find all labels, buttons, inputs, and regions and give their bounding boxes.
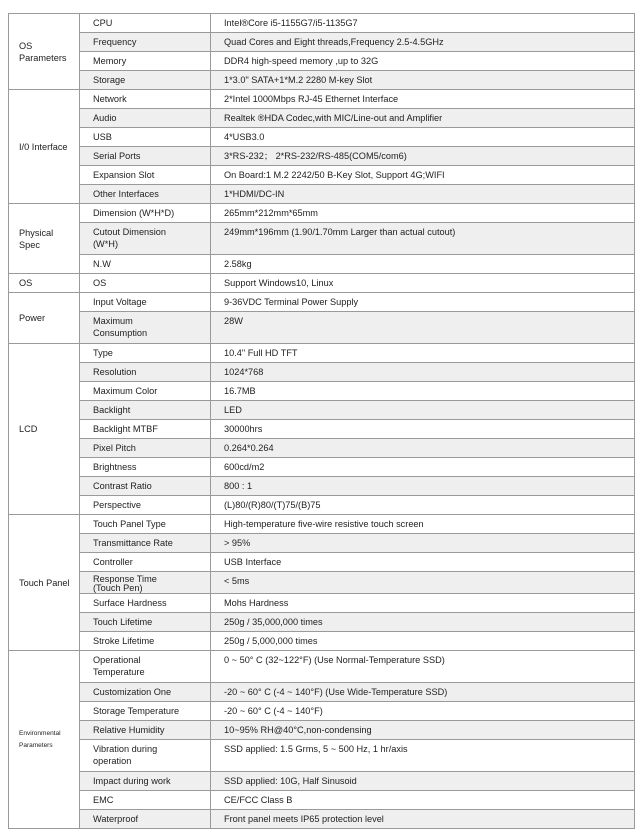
param-label: Temperature bbox=[93, 667, 145, 677]
param-cell bbox=[80, 651, 211, 683]
category-label: Physical bbox=[19, 227, 54, 238]
value-cell: -20 ~ 60° C (-4 ~ 140°F) bbox=[211, 702, 635, 721]
value-cell: -20 ~ 60° C (-4 ~ 140°F) (Use Wide-Temperature SSD) bbox=[211, 683, 635, 702]
table-row bbox=[9, 33, 635, 52]
category-label: Touch Panel bbox=[19, 577, 70, 588]
value-cell: (L)80/(R)80/(T)75/(B)75 bbox=[211, 496, 635, 515]
table-row bbox=[9, 147, 635, 166]
table-row bbox=[9, 702, 635, 721]
table-row bbox=[9, 71, 635, 90]
value-cell: 0 ~ 50° C (32~122°F) (Use Normal-Temperature SSD) bbox=[211, 651, 635, 683]
table-row bbox=[9, 128, 635, 147]
value-cell: On Board:1 M.2 2242/50 B-Key Slot, Support 4G;WIFI bbox=[211, 166, 635, 185]
param-cell bbox=[80, 363, 211, 382]
param-cell bbox=[80, 740, 211, 772]
param-label: Surface Hardness bbox=[93, 598, 167, 608]
param-label: Impact during work bbox=[93, 776, 171, 786]
table-row bbox=[9, 401, 635, 420]
param-cell bbox=[80, 572, 211, 594]
param-label: Relative Humidity bbox=[93, 725, 165, 735]
category-cell bbox=[9, 293, 80, 344]
value-cell: Mohs Hardness bbox=[211, 594, 635, 613]
param-label: Operational bbox=[93, 655, 141, 665]
param-label: Storage bbox=[93, 75, 126, 85]
value-cell: 250g / 5,000,000 times bbox=[211, 632, 635, 651]
table-row bbox=[9, 594, 635, 613]
value-cell: 28W bbox=[211, 312, 635, 344]
table-row bbox=[9, 477, 635, 496]
value-cell: 4*USB3.0 bbox=[211, 128, 635, 147]
param-label: Storage Temperature bbox=[93, 706, 180, 716]
category-cell bbox=[9, 90, 80, 204]
category-label: LCD bbox=[19, 424, 38, 434]
param-cell bbox=[80, 401, 211, 420]
value-cell: > 95% bbox=[211, 534, 635, 553]
param-cell bbox=[80, 515, 211, 534]
category-label: Power bbox=[19, 313, 46, 323]
param-label: Other Interfaces bbox=[93, 189, 159, 199]
value-cell: CE/FCC Class B bbox=[211, 791, 635, 810]
spec-table bbox=[8, 13, 635, 829]
value-cell: 1*HDMI/DC-IN bbox=[211, 185, 635, 204]
table-row bbox=[9, 204, 635, 223]
value-cell: 1*3.0" SATA+1*M.2 2280 M-key Slot bbox=[211, 71, 635, 90]
table-row bbox=[9, 52, 635, 71]
value-cell: 16.7MB bbox=[211, 382, 635, 401]
param-cell bbox=[80, 791, 211, 810]
param-cell bbox=[80, 683, 211, 702]
table-row bbox=[9, 420, 635, 439]
value-cell: SSD applied: 10G, Half Sinusoid bbox=[211, 772, 635, 791]
param-cell bbox=[80, 496, 211, 515]
param-label: Vibration during bbox=[93, 744, 158, 754]
table-row bbox=[9, 613, 635, 632]
param-cell bbox=[80, 439, 211, 458]
param-label: Serial Ports bbox=[93, 151, 141, 161]
param-label: Transmittance Rate bbox=[93, 538, 173, 548]
param-label: N.W bbox=[93, 259, 111, 269]
table-row bbox=[9, 185, 635, 204]
param-label: Touch Lifetime bbox=[93, 617, 153, 627]
category-label: I/0 Interface bbox=[19, 141, 68, 152]
category-label: Parameters bbox=[19, 52, 67, 63]
value-cell: SSD applied: 1.5 Grms, 5 ~ 500 Hz, 1 hr/axis bbox=[211, 740, 635, 772]
value-cell: LED bbox=[211, 401, 635, 420]
table-row bbox=[9, 534, 635, 553]
table-row bbox=[9, 683, 635, 702]
param-cell bbox=[80, 534, 211, 553]
value-cell: 265mm*212mm*65mm bbox=[211, 204, 635, 223]
category-label: Parameters bbox=[19, 741, 53, 749]
param-label: Backlight MTBF bbox=[93, 424, 158, 434]
param-label: Dimension (W*H*D) bbox=[93, 208, 175, 218]
table-row bbox=[9, 344, 635, 363]
value-cell: Realtek ®HDA Codec,with MIC/Line-out and Amplifier bbox=[211, 109, 635, 128]
param-label: operation bbox=[93, 756, 132, 766]
param-label: Frequency bbox=[93, 37, 137, 47]
param-label: Brightness bbox=[93, 462, 137, 472]
table-row bbox=[9, 223, 635, 255]
param-cell bbox=[80, 810, 211, 829]
table-row bbox=[9, 382, 635, 401]
param-label: Cutout Dimension bbox=[93, 227, 167, 237]
table-row bbox=[9, 772, 635, 791]
param-label: Expansion Slot bbox=[93, 170, 155, 180]
value-cell: High-temperature five-wire resistive touch screen bbox=[211, 515, 635, 534]
value-cell: Quad Cores and Eight threads,Frequency 2.5-4.5GHz bbox=[211, 33, 635, 52]
param-label: EMC bbox=[93, 795, 114, 805]
param-cell bbox=[80, 109, 211, 128]
category-label: OS bbox=[19, 40, 33, 51]
table-row bbox=[9, 740, 635, 772]
category-cell bbox=[9, 274, 80, 293]
value-cell: 0.264*0.264 bbox=[211, 439, 635, 458]
category-cell bbox=[9, 651, 80, 829]
table-row bbox=[9, 109, 635, 128]
param-label: Maximum Color bbox=[93, 386, 158, 396]
param-label: OS bbox=[93, 278, 107, 288]
param-cell bbox=[80, 702, 211, 721]
param-cell bbox=[80, 477, 211, 496]
param-label: CPU bbox=[93, 18, 113, 28]
param-cell bbox=[80, 166, 211, 185]
value-cell: 250g / 35,000,000 times bbox=[211, 613, 635, 632]
param-label: Waterproof bbox=[93, 814, 139, 824]
table-row bbox=[9, 651, 635, 683]
value-cell: Intel®Core i5-1155G7/i5-1135G7 bbox=[211, 14, 635, 33]
category-cell bbox=[9, 344, 80, 515]
value-cell: 1024*768 bbox=[211, 363, 635, 382]
category-label: Environmental bbox=[19, 729, 61, 737]
table-row bbox=[9, 439, 635, 458]
param-label: (Touch Pen) bbox=[93, 583, 143, 593]
table-row bbox=[9, 166, 635, 185]
table-row bbox=[9, 632, 635, 651]
param-cell bbox=[80, 255, 211, 274]
category-cell bbox=[9, 204, 80, 274]
table-row bbox=[9, 572, 635, 594]
param-label: Input Voltage bbox=[93, 297, 147, 307]
param-label: Type bbox=[93, 348, 113, 358]
param-cell bbox=[80, 128, 211, 147]
value-cell: 2.58kg bbox=[211, 255, 635, 274]
param-label: (W*H) bbox=[93, 239, 119, 249]
param-cell bbox=[80, 293, 211, 312]
param-cell bbox=[80, 223, 211, 255]
table-row bbox=[9, 496, 635, 515]
param-cell bbox=[80, 52, 211, 71]
value-cell: 10.4" Full HD TFT bbox=[211, 344, 635, 363]
category-label: Spec bbox=[19, 239, 40, 250]
table-row bbox=[9, 363, 635, 382]
table-row bbox=[9, 312, 635, 344]
table-row bbox=[9, 810, 635, 829]
table-row bbox=[9, 515, 635, 534]
table-row bbox=[9, 14, 635, 33]
param-label: Perspective bbox=[93, 500, 142, 510]
value-cell: DDR4 high-speed memory ,up to 32G bbox=[211, 52, 635, 71]
value-cell: 9-36VDC Terminal Power Supply bbox=[211, 293, 635, 312]
value-cell: 2*Intel 1000Mbps RJ-45 Ethernet Interface bbox=[211, 90, 635, 109]
category-cell bbox=[9, 14, 80, 90]
param-cell bbox=[80, 185, 211, 204]
param-label: USB bbox=[93, 132, 112, 142]
table-row bbox=[9, 293, 635, 312]
param-label: Response Time bbox=[93, 574, 157, 584]
value-cell: 800 : 1 bbox=[211, 477, 635, 496]
param-cell bbox=[80, 632, 211, 651]
param-label: Backlight bbox=[93, 405, 131, 415]
param-cell bbox=[80, 344, 211, 363]
param-label: Customization One bbox=[93, 687, 172, 697]
table-row bbox=[9, 458, 635, 477]
value-cell: Front panel meets IP65 protection level bbox=[211, 810, 635, 829]
param-cell bbox=[80, 458, 211, 477]
param-cell bbox=[80, 71, 211, 90]
param-label: Touch Panel Type bbox=[93, 519, 166, 529]
value-cell: Support Windows10, Linux bbox=[211, 274, 635, 293]
param-label: Memory bbox=[93, 56, 127, 66]
value-cell: 10~95% RH@40°C,non-condensing bbox=[211, 721, 635, 740]
spec-table-body bbox=[9, 14, 635, 829]
param-cell bbox=[80, 14, 211, 33]
param-label: Audio bbox=[93, 113, 117, 123]
param-label: Network bbox=[93, 94, 127, 104]
param-label: Maximum bbox=[93, 316, 133, 326]
param-label: Controller bbox=[93, 557, 133, 567]
param-cell bbox=[80, 382, 211, 401]
category-label: OS bbox=[19, 278, 33, 288]
table-row bbox=[9, 721, 635, 740]
param-label: Pixel Pitch bbox=[93, 443, 136, 453]
table-row bbox=[9, 791, 635, 810]
value-cell: 249mm*196mm (1.90/1.70mm Larger than actual cutout) bbox=[211, 223, 635, 255]
param-cell bbox=[80, 90, 211, 109]
param-cell bbox=[80, 147, 211, 166]
param-label: Resolution bbox=[93, 367, 137, 377]
table-row bbox=[9, 553, 635, 572]
param-cell bbox=[80, 772, 211, 791]
category-cell bbox=[9, 515, 80, 651]
param-cell bbox=[80, 274, 211, 293]
param-label: Stroke Lifetime bbox=[93, 636, 155, 646]
param-cell bbox=[80, 33, 211, 52]
table-row bbox=[9, 274, 635, 293]
value-cell: < 5ms bbox=[211, 572, 635, 594]
param-label: Contrast Ratio bbox=[93, 481, 152, 491]
param-label: Consumption bbox=[93, 328, 148, 338]
value-cell: 3*RS-232； 2*RS-232/RS-485(COM5/com6) bbox=[211, 147, 635, 166]
param-cell bbox=[80, 553, 211, 572]
param-cell bbox=[80, 204, 211, 223]
value-cell: 30000hrs bbox=[211, 420, 635, 439]
value-cell: USB Interface bbox=[211, 553, 635, 572]
table-row bbox=[9, 90, 635, 109]
param-cell bbox=[80, 613, 211, 632]
param-cell bbox=[80, 721, 211, 740]
param-cell bbox=[80, 594, 211, 613]
param-cell bbox=[80, 420, 211, 439]
table-row bbox=[9, 255, 635, 274]
value-cell: 600cd/m2 bbox=[211, 458, 635, 477]
param-cell bbox=[80, 312, 211, 344]
